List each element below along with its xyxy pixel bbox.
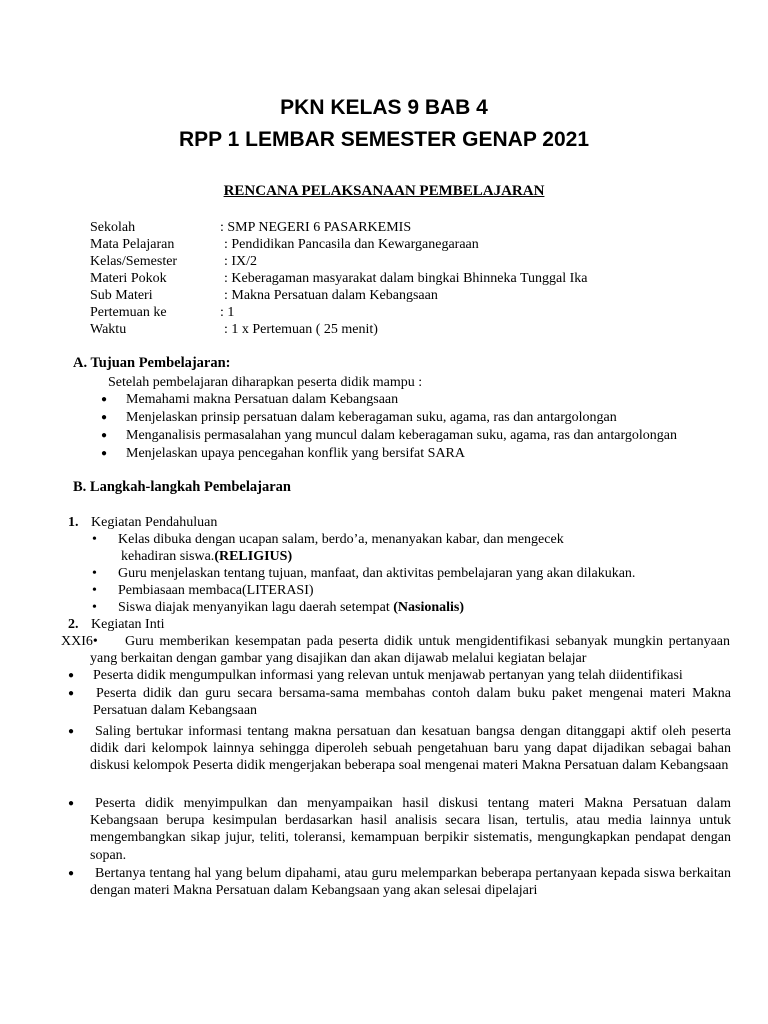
info-value: : Pendidikan Pancasila dan Kewarganegaraan [224,237,479,252]
info-label: Materi Pokok [90,271,167,286]
info-value: : Makna Persatuan dalam Kebangsaan [224,288,438,303]
bullet-icon: • [92,532,97,547]
bullet-icon: ● [68,670,75,681]
bullet-icon: • [92,566,97,581]
info-label: Waktu [90,322,127,337]
section-a-heading: A. Tujuan Pembelajaran: [73,355,231,371]
bullet-icon: ● [68,798,75,809]
document-subtitle-line: RPP 1 LEMBAR SEMESTER GENAP 2021 [178,128,589,151]
step-title: Kegiatan Pendahuluan [91,515,218,530]
bullet-icon: ● [101,394,108,405]
step-item: Kelas dibuka dengan ucapan salam, berdo’a, menanyakan kabar, dan mengecek [118,532,564,547]
section-a-intro: Setelah pembelajaran diharapkan peserta didik mampu : [108,375,423,390]
bullet-icon: ● [101,412,108,423]
info-label: Pertemuan ke [90,305,167,320]
info-label: Sub Materi [90,288,153,303]
info-value: : Keberagaman masyarakat dalam bingkai Bhinneka Tunggal Ika [224,271,588,286]
step-item: Pembiasaan membaca(LITERASI) [118,583,314,598]
info-value: : 1 [220,305,235,320]
bullet-icon: ● [68,688,75,699]
info-value: : SMP NEGERI 6 PASARKEMIS [220,220,412,235]
step-item: Guru menjelaskan tentang tujuan, manfaat, dan aktivitas pembelajaran yang akan dilakukan. [118,566,636,581]
step-item-continuation [121,548,292,565]
info-label: Sekolah [90,220,136,235]
document-title: PKN KELAS 9 BAB 4 [280,96,488,119]
info-value: : 1 x Pertemuan ( 25 menit) [224,322,378,337]
step-item-text: Siswa diajak menyanyikan lagu daerah setempat [118,600,394,615]
bullet-icon: ● [101,430,108,441]
step-title: Kegiatan Inti [91,617,165,632]
step-number: 1. [68,515,79,530]
info-label: Mata Pelajaran [90,237,175,252]
step-item [118,599,464,616]
objective-item: Menjelaskan prinsip persatuan dalam keberagaman suku, agama, ras dan antargolongan [126,410,617,425]
core-item: Saling bertukar informasi tentang makna persatuan dan kesatuan bangsa dengan ditanggapi aktif oleh peserta didik dari kelompok lainnya sehingga diperoleh sebuah pengetahuan baru yang dapat dijadikan sebagai bahan diskusi kelompok Peserta didik mengerjakan beberapa soal mengenai materi Makna Persatuan dalam Kebangsaan [90,724,731,774]
core-item: Peserta didik mengumpulkan informasi yang relevan untuk menjawab pertanyan yang telah diidentifikasi [93,668,683,683]
info-value: : IX/2 [224,254,258,269]
bullet-icon: ● [101,448,108,459]
rpp-heading: RENCANA PELAKSANAAN PEMBELAJARAN [223,183,545,199]
objective-item: Menganalisis permasalahan yang muncul dalam keberagaman suku, agama, ras dan antargolongan [126,428,677,443]
stray-prefix: XXI6• [61,634,98,649]
objective-item: Memahami makna Persatuan dalam Kebangsaan [126,392,399,407]
step-item-text: kehadiran siswa. [121,549,215,564]
step-number: 2. [68,617,79,632]
objective-item: Menjelaskan upaya pencegahan konflik yang bersifat SARA [126,446,466,461]
section-b-heading: B. Langkah-langkah Pembelajaran [73,479,291,495]
core-item: Bertanya tentang hal yang belum dipahami, atau guru melemparkan beberapa pertanyaan kepada siswa berkaitan dengan materi Makna Persatuan dalam Kebangsaan yang akan selesai dipelajari [90,866,731,899]
character-tag: (RELIGIUS) [214,549,293,564]
bullet-icon: • [92,600,97,615]
info-label: Kelas/Semester [90,254,178,269]
character-tag: (Nasionalis) [393,600,465,615]
core-item: Guru memberikan kesempatan pada peserta didik untuk mengidentifikasi sebanyak mungkin pertanyaan yang berkaitan dengan gambar yang disajikan dan akan dijawab melalui kegiatan belajar [90,634,730,667]
bullet-icon: • [92,583,97,598]
core-item: Peserta didik dan guru secara bersama-sama membahas contoh dalam buku paket mengenai materi Makna Persatuan dalam Kebangsaan [93,686,731,719]
core-item: Peserta didik menyimpulkan dan menyampaikan hasil diskusi tentang materi Makna Persatuan dalam Kebangsaan berupa kesimpulan berdasarkan hasil analisis secara lisan, tertulis, atau media lainnya untuk mengembangkan sikap jujur, teliti, toleransi, kemampuan berpikir sistematis, mengungkapkan pendapat dengan sopan. [90,796,731,863]
bullet-icon: ● [68,868,75,879]
bullet-icon: ● [68,726,75,737]
